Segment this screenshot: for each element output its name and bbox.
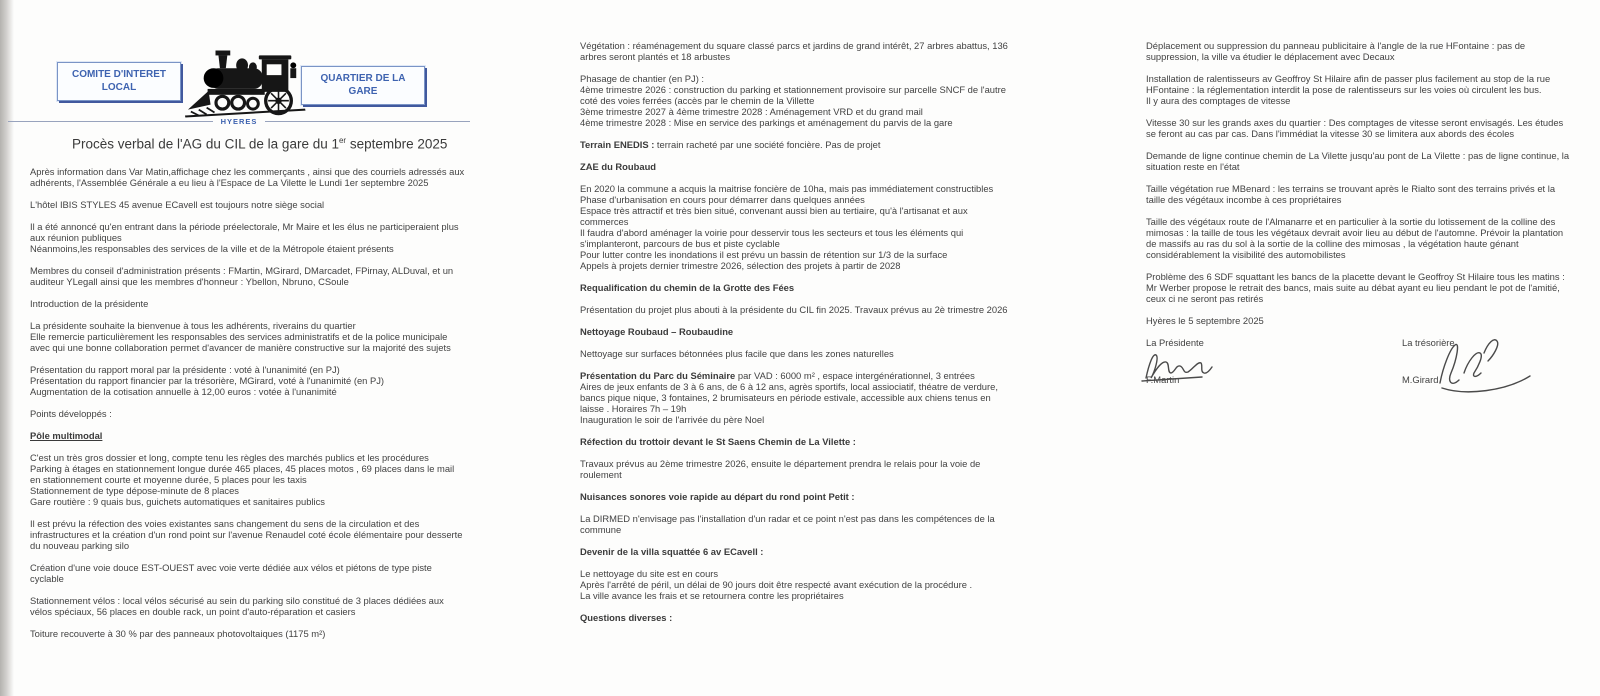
column-page3 <box>1146 40 1572 385</box>
city-label: HYERES <box>220 117 258 126</box>
divider-rule-left <box>8 121 213 122</box>
paragraph: L'hôtel IBIS STYLES 45 avenue ECavell est toujours notre siège social <box>30 199 325 210</box>
quartier-box <box>301 66 425 105</box>
paragraph: La présidente souhaite la bienvenue à tous les adhérents, riverains du quartier Elle remercie particulièrement les responsables des services administratifs et de la police municipale avec qui une bonne collaboration permet d'avancer de manière constructive sur la majorité des sujets <box>30 320 451 353</box>
section-heading: Nettoyage Roubaud – Roubaudine <box>580 326 734 337</box>
paragraph: Présentation du projet plus abouti à la présidente du CIL fin 2025. Travaux prévus au 2è trimestre 2026 <box>580 304 1008 315</box>
treasurer-name: M.Girard <box>1402 374 1439 385</box>
paragraph: Introduction de la présidente <box>30 298 149 309</box>
doc-title-date: septembre 2025 <box>346 136 448 152</box>
doc-title-text: Procès verbal de l'AG du CIL de la gare du 1 <box>72 136 339 152</box>
president-label: La Présidente <box>1146 337 1204 348</box>
signature-treasurer <box>1402 337 1572 385</box>
section-heading: Questions diverses : <box>580 612 673 623</box>
section-heading: Pôle multimodal <box>30 430 103 441</box>
paragraph: Vitesse 30 sur les grands axes du quartier : Des comptages de vitesse seront envisagés. Les études se feront au cas par cas. Dans l'immédiat la vitesse 30 se limitera aux abords des écoles <box>1146 117 1564 139</box>
divider-rule-right <box>265 121 470 122</box>
section-heading: Requalification du chemin de la Grotte des Fées <box>580 282 795 293</box>
paragraph: Demande de ligne continue chemin de La Vilette jusqu'au pont de La Vilette : pas de ligne continue, la situation reste en l'état <box>1146 150 1570 172</box>
column-page1 <box>30 166 466 650</box>
signature-president <box>1146 337 1204 385</box>
treasurer-label: La trésorière <box>1402 337 1455 348</box>
section-heading: Réfection du trottoir devant le St Saens Chemin de La Vilette : <box>580 436 856 447</box>
city-divider <box>8 117 470 126</box>
scan-edge-artifact <box>0 0 14 696</box>
column-page2 <box>580 40 1016 634</box>
section-heading: Devenir de la villa squattée 6 av ECavell : <box>580 546 764 557</box>
paragraph: Présentation du Parc du Séminaire par VAD : 6000 m² , espace intergénérationnel, 3 entrées Aires de jeux enfants de 3 à 6 ans, de 6 à 12 ans, agrès sportifs, local assiociatif, théatre de verdure, bancs pique nique, 3 fontaines, 2 brumisateurs en période estivale, accessible aux chiens tenus en laisse . Horaires 7h – 19h Inauguration le soir de l'arrivée du père Noel <box>580 370 998 425</box>
paragraph: Hyères le 5 septembre 2025 <box>1146 315 1264 326</box>
paragraph: Le nettoyage du site est en cours Après l'arrêté de péril, un délai de 90 jours doit être respecté avant exécution de la procédure . La ville avance les frais et se retournera contre les propriétaires <box>580 568 973 601</box>
paragraph: Stationnement vélos : local vélos sécurisé au sein du parking silo constitué de 3 places dédiées aux vélos spéciaux, 56 places en double rack, un point d'auto-réparation et casiers <box>30 595 444 617</box>
paragraph: Problème des 6 SDF squattant les bancs de la placette devant le Geoffroy St Hilaire tous les matins : Mr Werber propose le retrait des bancs, mais suite au débat ayant eu lieu pendant le pot de l'amitié, ceux ci ne seront pas retirés <box>1146 271 1565 304</box>
paragraph: La DIRMED n'envisage pas l'installation d'un radar et ce point n'est pas dans les compétences de la commune <box>580 513 995 535</box>
quartier-box-label: QUARTIER DE LA GARE <box>320 73 406 97</box>
section-heading: Nuisances sonores voie rapide au départ du rond point Petit : <box>580 491 855 502</box>
paragraph: Travaux prévus au 2ème trimestre 2026, ensuite le département prendra le relais pour la voie de roulement <box>580 458 981 480</box>
paragraph: Il est prévu la réfection des voies existantes sans changement du sens de la circulation et des infrastructures et la création d'un rond point sur l'avenue Renaudel coté école élémentaire pour desserte du nouveau parking silo <box>30 518 463 551</box>
paragraph: Après information dans Var Matin,affichage chez les commerçants , ainsi que des courriels adressés aux adhérents, l'Assemblée Générale a eu lieu à l'Espace de La Vilette le Lundi 1er septembre 2025 <box>30 166 465 188</box>
paragraph: Végétation : réaménagement du square classé parcs et jardins de grand intérêt, 27 arbres abattus, 136 arbres seront plantés et 18 arbustes <box>580 40 1008 62</box>
paragraph: Phasage de chantier (en PJ) : 4ème trimestre 2026 : construction du parking et stationnement provisoire sur parcelle SNCF de l'autre coté des voies ferrées (accès par le chemin de la Villette 3ème trimestre 2027 à 4ème trimestre 2028 : Aménagement VRD et du grand mail 4ème trimestre 2028 : Mise en service des parkings et aménagement du parvis de la gare <box>580 73 1006 128</box>
paragraph: Taille des végétaux route de l'Almanarre et en particulier à la sortie du lotissement de la colline des mimosas : la taille de tous les végétaux devrait avoir lieu au début de l'automne. Prévoir la plantation de massifs au ras du sol à la sortie de la colline des mimosas , la végétation haute génant considérablement la visibilité des automobilistes <box>1146 216 1564 260</box>
paragraph: Toiture recouverte à 30 % par des panneaux photovoltaiques (1175 m²) <box>30 628 326 639</box>
paragraph: Terrain ENEDIS : terrain racheté par une société foncière. Pas de projet <box>580 139 881 150</box>
doc-title-ordinal: er <box>338 136 347 145</box>
paragraph: Nettoyage sur surfaces bétonnées plus facile que dans les zones naturelles <box>580 348 894 359</box>
paragraph: Déplacement ou suppression du panneau publicitaire à l'angle de la rue HFontaine : pas de suppression, la ville va étudier le déplacement avec Decaux <box>1146 40 1526 62</box>
paragraph: Points développés : <box>30 408 112 419</box>
signature-row <box>1146 337 1572 385</box>
section-heading: ZAE du Roubaud <box>580 161 657 172</box>
paragraph: Il a été annoncé qu'en entrant dans la période préelectorale, Mr Maire et les élus ne participeraient plus aux réunion publiques Néanmoins,les responsables des services de la ville et de la Métropole étaient présents <box>30 221 459 254</box>
paragraph: C'est un très gros dossier et long, compte tenu les règles des marchés publics et les procédures Parking à étages en stationnement longue durée 465 places, 45 places motos , 69 places dans le mail en stationnement courte et moyenne durée, 5 places pour les taxis Stationnement de type dépose-minute de 8 places Gare routière : 9 quais bus, guichets automatiques et sanitaires publics <box>30 452 455 507</box>
steam-locomotive-icon <box>183 46 311 120</box>
paragraph: Création d'une voie douce EST-OUEST avec voie verte dédiée aux vélos et piétons de type piste cyclable <box>30 562 432 584</box>
paragraph: Membres du conseil d'administration présents : FMartin, MGirard, DMarcadet, FPirnay, ALDuval, et un auditeur YLegall ainsi que les membres d'honneur : Ybellon, Nbruno, CSoule <box>30 265 454 287</box>
paragraph: Installation de ralentisseurs av Geoffroy St Hilaire afin de passer plus facilement au stop de la rue HFontaine : la réglementation interdit la pose de ralentisseurs sur les voies où circulent les bus. Il y aura des comptages de vitesse <box>1146 73 1551 106</box>
cil-box-label: COMITE D'INTERET LOCAL <box>71 69 167 93</box>
president-name: F.Martin <box>1146 374 1180 385</box>
doc-title <box>72 136 447 152</box>
paragraph: En 2020 la commune a acquis la maitrise foncière de 10ha, mais pas immédiatement constructibles Phase d'urbanisation en cours pour démarrer dans quelques années Espace très attractif et très bien situé, convenant aussi bien au tertiaire, qu'à l'artisanat et aux commerces Il faudra d'abord aménager la voirie pour desservir tous les secteurs et tous les éléments qui s'implanteront, parcours de bus et piste cyclable Pour lutter contre les inondations il est prévu un bassin de rétention sur 1/3 de la surface Appels à projets dernier trimestre 2026, sélection des projets à partir de 2028 <box>580 183 994 271</box>
paragraph: Présentation du rapport moral par la présidente : voté à l'unanimité (en PJ) Présentation du rapport financier par la trésorière, MGirard, voté à l'unanimité (en PJ) Augmentation de la cotisation annuelle à 12,00 euros : votée à l'unanimité <box>30 364 385 397</box>
paragraph: Taille végétation rue MBenard : les terrains se trouvant après le Rialto sont des terrains privés et la taille des végétaux incombe à ces propriétaires <box>1146 183 1556 205</box>
column-page3-paragraphs <box>1146 40 1572 326</box>
cil-box <box>57 62 181 101</box>
